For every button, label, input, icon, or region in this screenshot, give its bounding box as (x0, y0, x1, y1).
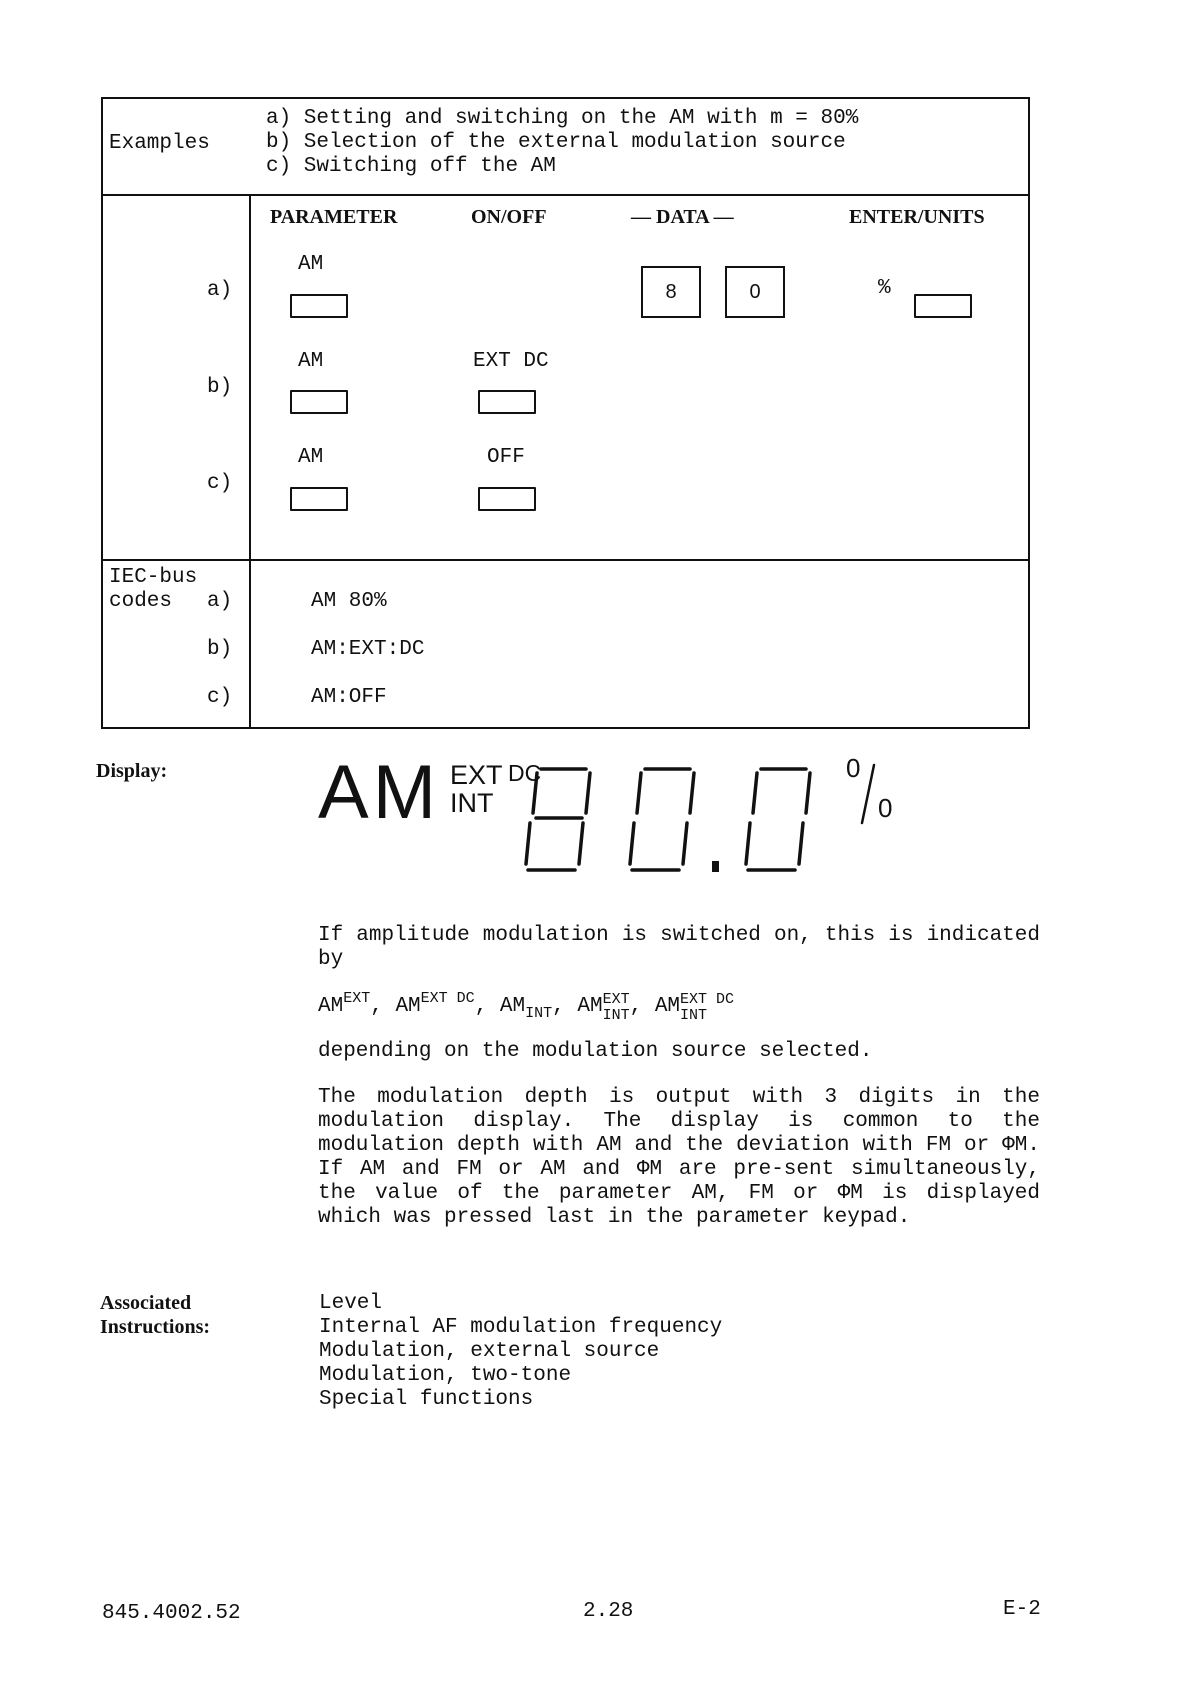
table-rule (103, 194, 1028, 196)
am-key (290, 294, 348, 318)
iec-row-label-c: c) (207, 686, 233, 709)
indicator-list: $AM^{EXT}$, $AM^{EXT DC}$, $AM_{INT}$, AM EXT INT , AM EXT DC INT (318, 990, 735, 1024)
associated-item[interactable]: Special functions (319, 1388, 534, 1411)
am-key (290, 487, 348, 511)
digit-0 (630, 769, 694, 870)
iec-code-b: AM:EXT:DC (311, 638, 425, 661)
digit-8 (526, 769, 590, 870)
lcd-int: INT (450, 788, 494, 818)
decimal-point (712, 861, 719, 872)
iec-code-c: AM:OFF (311, 686, 387, 709)
iec-row-label-a: a) (207, 590, 233, 613)
off-key (478, 487, 536, 511)
example-line-b: b) Selection of the external modulation source (266, 131, 846, 154)
ext-dc-key (478, 390, 536, 414)
iec-code-a: AM 80% (311, 590, 387, 613)
description-p2: depending on the modulation source selected. (318, 1040, 873, 1063)
digit-key-8: 8 (641, 266, 701, 318)
param-label-b: AM (298, 350, 324, 373)
header-data: — DATA — (631, 206, 734, 228)
row-label-c: c) (207, 472, 233, 495)
percent-bottom: 0 (878, 793, 893, 823)
iec-row-label-b: b) (207, 638, 233, 661)
iec-label-line1: IEC-bus (109, 566, 198, 589)
digit-0-tenths (746, 769, 810, 870)
lcd-mode: AM (318, 750, 440, 835)
description-p3: The modulation depth is output with 3 digits in the modulation display. The display is common to the modulation depth with AM and the deviation with FM or ΦM. If AM and FM or AM and ΦM are pre-sent simultaneously, the value of the parameter AM, FM or ΦM is displayed which was pressed last in the parameter keypad. (318, 1086, 1040, 1229)
description-p1: If amplitude modulation is switched on, this is indicated by (318, 924, 1040, 971)
param-label-c: AM (298, 446, 324, 469)
footer-edition: E-2 (1003, 1598, 1041, 1621)
lcd-display (318, 750, 918, 905)
associated-label-line1: Associated (100, 1292, 192, 1314)
examples-label: Examples (109, 132, 210, 155)
iec-label-line2: codes (109, 590, 173, 613)
row-label-b: b) (207, 376, 233, 399)
percent-top: 0 (846, 753, 861, 783)
am-key (290, 390, 348, 414)
percent-sign (862, 765, 874, 823)
associated-list (319, 1292, 722, 1412)
footer-doc-number: 845.4002.52 (102, 1602, 241, 1625)
table-rule (103, 559, 1028, 561)
header-enter-units: ENTER/UNITS (849, 206, 985, 228)
table-rule (249, 194, 251, 727)
percent-key (914, 294, 972, 318)
onoff-label-c: OFF (487, 446, 525, 469)
examples-table (101, 97, 1030, 729)
seven-segment-digits (318, 755, 918, 905)
unit-percent-label: % (878, 277, 891, 300)
row-label-a: a) (207, 279, 233, 302)
param-label-a: AM (298, 253, 324, 276)
digit-key-0: 0 (725, 266, 785, 318)
header-parameter: PARAMETER (270, 206, 398, 228)
header-onoff: ON/OFF (471, 206, 547, 228)
lcd-ext: EXT (450, 760, 503, 790)
display-label: Display: (96, 760, 168, 782)
onoff-label-b: EXT DC (473, 350, 549, 373)
associated-label-line2: Instructions: (100, 1316, 211, 1338)
example-line-a: a) Setting and switching on the AM with m = 80% (266, 107, 859, 130)
associated-item[interactable]: Level (319, 1292, 383, 1315)
associated-item[interactable]: Internal AF modulation frequency (319, 1316, 723, 1339)
associated-item[interactable]: Modulation, external source (319, 1340, 660, 1363)
description (318, 924, 1040, 1230)
example-line-c: c) Switching off the AM (266, 155, 556, 178)
associated-item[interactable]: Modulation, two-tone (319, 1364, 572, 1387)
footer-page-number: 2.28 (583, 1600, 634, 1623)
lcd-dc: DC (508, 760, 542, 786)
